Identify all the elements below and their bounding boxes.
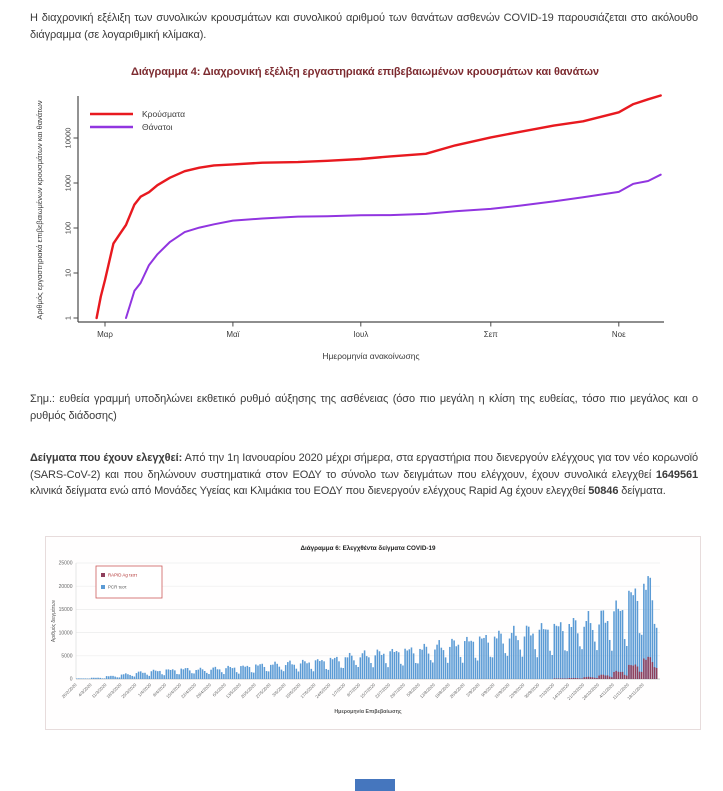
x-tick-label: Μαρ xyxy=(97,330,113,339)
legend-label: PCR τεστ xyxy=(108,584,127,590)
x-tick-label: 28/10/2020 xyxy=(581,682,601,701)
y-tick-label: 20000 xyxy=(58,583,73,590)
x-tick-label: 29/7/2020 xyxy=(388,682,407,700)
x-tick-label: 23/9/2020 xyxy=(508,682,526,700)
chart4-line-chart xyxy=(30,84,690,384)
x-tick-label: 22/4/2020 xyxy=(180,682,198,700)
x-tick-label: Σεπ xyxy=(483,330,498,339)
x-tick-label: 3/6/2020 xyxy=(271,682,287,698)
x-tick-label: 5/8/2020 xyxy=(405,682,421,698)
y-tick-label: 10000 xyxy=(63,127,73,149)
x-tick-label: 12/8/2020 xyxy=(418,682,436,700)
x-tick-label: 21/10/2020 xyxy=(566,682,586,701)
x-tick-label: 4/3/2020 xyxy=(77,682,93,698)
y-tick-label: 10000 xyxy=(58,630,73,637)
x-tick-label: 18/11/2020 xyxy=(626,682,645,701)
y-tick-label: 1 xyxy=(63,315,73,321)
x-tick-label: 1/4/2020 xyxy=(136,682,153,698)
samples-paragraph xyxy=(30,450,698,500)
x-tick-label: 11/11/2020 xyxy=(611,682,630,701)
samples-total-clinical: 1649561 xyxy=(655,468,698,481)
x-tick-label: 4/11/2020 xyxy=(598,682,615,699)
pcr-bars xyxy=(76,576,657,679)
x-tick-label: 18/3/2020 xyxy=(105,682,123,700)
y-tick-label: 10 xyxy=(63,268,73,278)
x-tick-label: 29/4/2020 xyxy=(194,682,213,700)
chart6-panel xyxy=(45,536,701,730)
cases-line xyxy=(97,96,661,319)
x-tick-label: 22/7/2020 xyxy=(374,682,392,700)
x-tick-label: Νοε xyxy=(611,330,626,339)
chart4-y-axis-label: Αριθμός εργαστηριακά επιβεβαιωμένων κρουσμάτων και θανάτων xyxy=(35,100,44,320)
chart6-title: Διάγραμμα 6: Ελεγχθέντα δείγματα COVID-19 xyxy=(300,545,436,552)
x-tick-label: 8/7/2020 xyxy=(345,682,362,698)
x-tick-label: 14/10/2020 xyxy=(551,682,571,701)
x-tick-label: 30/9/2020 xyxy=(523,682,541,700)
chart6-y-axis-label: Αριθμός δειγμάτων xyxy=(51,599,57,643)
x-tick-label: 8/4/2020 xyxy=(151,682,168,698)
legend-swatch xyxy=(101,573,105,577)
samples-lead: Δείγματα που έχουν ελεγχθεί: xyxy=(30,452,183,464)
samples-text-3: δείγματα. xyxy=(618,485,666,497)
samples-total-rapid: 50846 xyxy=(588,485,619,497)
x-tick-label: 7/10/2020 xyxy=(538,682,556,700)
chart4-title: Διάγραμμα 4: Διαχρονική εξέλιξη εργαστηριακά επιβεβαιωμένων κρουσμάτων και θανάτων xyxy=(131,66,599,78)
y-tick-label: 15000 xyxy=(58,607,73,614)
x-tick-label: 2/9/2020 xyxy=(465,682,481,698)
x-tick-label: 10/6/2020 xyxy=(284,682,302,700)
x-tick-label: 25/3/2020 xyxy=(120,682,138,700)
x-tick-label: 16/9/2020 xyxy=(493,682,511,700)
x-tick-label: 15/7/2020 xyxy=(359,682,377,700)
intro-paragraph: Η διαχρονική εξέλιξη των συνολικών κρουσμάτων και συνολικού αριθμού των θανάτων ασθενών COVID-19 παρουσιάζεται στο ακόλουθο διάγραμμα (σε λογαριθμική κλίμακα). xyxy=(30,12,698,41)
deaths-line xyxy=(126,175,661,318)
y-tick-label: 5000 xyxy=(61,653,73,660)
y-tick-label: 25000 xyxy=(58,560,73,567)
y-tick-label: 100 xyxy=(63,221,73,235)
footer-accent-bar xyxy=(355,779,395,791)
x-tick-label: 24/6/2020 xyxy=(314,682,332,700)
x-tick-label: 19/8/2020 xyxy=(433,682,451,700)
x-tick-label: Μαϊ xyxy=(226,330,240,339)
legend-label: Θάνατοι xyxy=(142,122,173,132)
note-paragraph: Σημ.: ευθεία γραμμή υποδηλώνει εκθετικό ρυθμό αύξησης της ασθένειας (όσο πιο μεγάλη η κλίση της ευθείας, τόσο πιο μεγάλος και ο ρυθμός διάδοσης) xyxy=(30,393,698,422)
x-tick-label: 26/8/2020 xyxy=(448,682,466,700)
x-tick-label: Ιουλ xyxy=(353,330,369,339)
chart6-legend-box xyxy=(96,566,162,598)
x-tick-label: 13/5/2020 xyxy=(224,682,242,700)
legend-swatch xyxy=(101,585,105,589)
x-tick-label: 1/7/2020 xyxy=(330,682,347,698)
x-tick-label: 6/5/2020 xyxy=(211,682,227,698)
legend-label: RAPID Ag τεστ xyxy=(108,572,138,578)
samples-text-1: Από την 1η Ιανουαρίου 2020 μέχρι σήμερα, στα εργαστήρια που διενεργούν ελέγχους για τον νέο κορωνοϊό (SARS-CoV-2) και που δηλώνουν συστηματικά στον ΕΟΔΥ το σύνολο των δειγμάτων που ελέγχουν, έχουν συνολικά ελεγχθεί xyxy=(30,452,698,481)
chart4-x-axis-label: Ημερομηνία ανακοίνωσης xyxy=(322,351,420,361)
y-tick-label: 0 xyxy=(69,676,73,683)
x-tick-label: 15/4/2020 xyxy=(165,682,183,700)
y-tick-label: 1000 xyxy=(63,174,73,192)
x-tick-label: 20/5/2020 xyxy=(239,682,257,700)
chart6-x-axis-label: Ημερομηνία Επιβεβαίωσης xyxy=(334,709,402,715)
legend-label: Κρούσματα xyxy=(142,109,186,119)
x-tick-label: 26/2/2020 xyxy=(60,682,78,700)
x-tick-label: 27/5/2020 xyxy=(254,682,272,700)
x-tick-label: 9/9/2020 xyxy=(480,682,496,698)
x-tick-label: 11/3/2020 xyxy=(90,682,108,699)
samples-text-2: κλινικά δείγματα ενώ από Μονάδες Υγείας και Κλιμάκια του ΕΟΔΥ που διενεργούν ελέγχους Rapid Ag έχουν ελεγχθεί xyxy=(30,485,589,497)
chart6-bar-chart xyxy=(46,537,700,729)
x-tick-label: 17/6/2020 xyxy=(299,682,317,700)
